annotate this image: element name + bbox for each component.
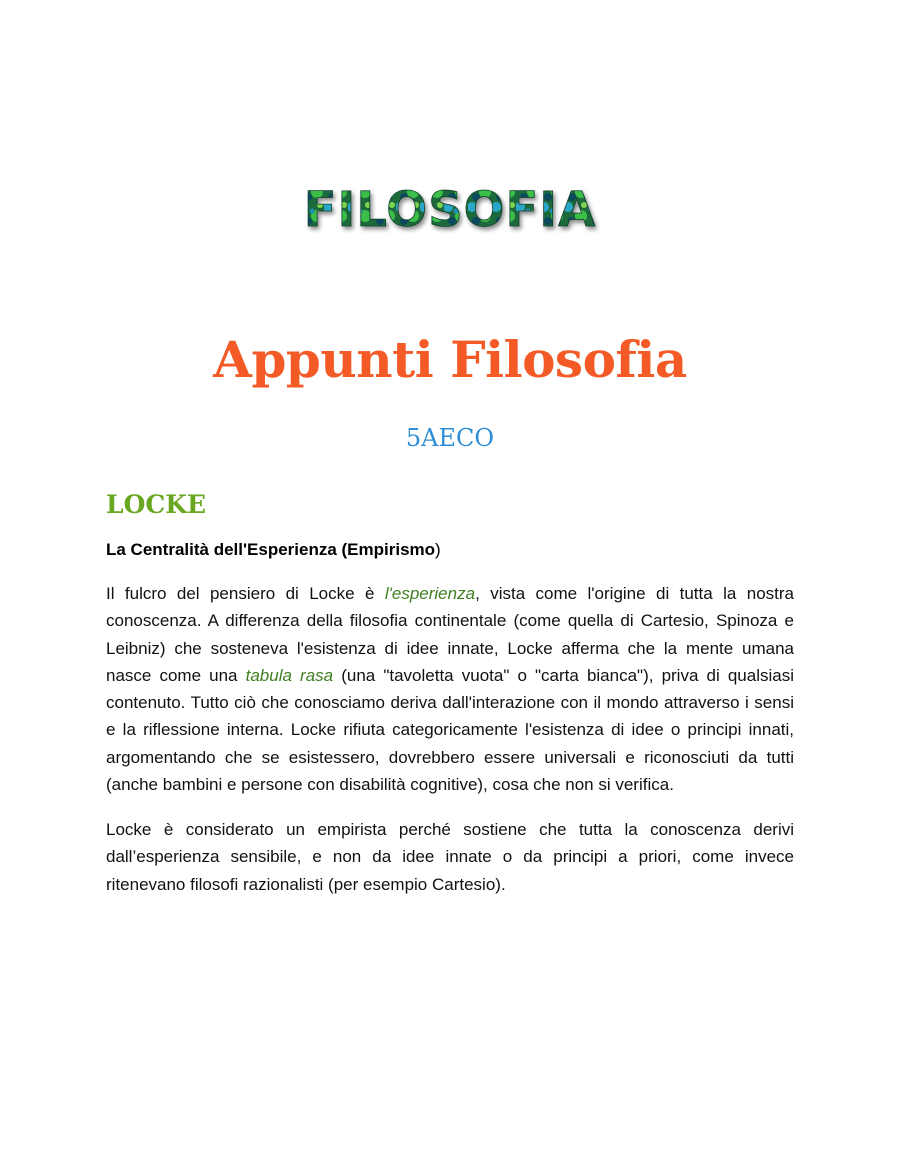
logo-text: FILOSOFIA (303, 182, 597, 238)
paragraph-1-part-1: Il fulcro del pensiero di Locke è (106, 584, 385, 603)
class-code: 5AECO (405, 424, 495, 452)
paragraph-1-part-2: , vista come l'origine di tutta la nostra conoscenza. A differenza della filosofia continentale (come quella di Cartesio, Spinoza e Leibniz) che sosteneva l'esistenza di idee innate, Locke afferma che la mente umana nasce come una (106, 584, 794, 685)
filosofia-logo-image (300, 178, 600, 240)
subheading-close-paren: ) (435, 540, 441, 559)
emphasis-esperienza: l'esperienza (384, 584, 476, 603)
page-title: Appunti Filosofia (213, 330, 687, 389)
paragraph-2: Locke è considerato un empirista perché sostiene che tutta la conoscenza derivi dall’esperienza sensibile, e non da idee innate o da principi a priori, come invece ritenevano filosofi razionalisti (per esempio Cartesio). (106, 820, 794, 894)
logo (0, 178, 900, 245)
section-heading: LOCKE (106, 490, 207, 519)
paragraph-1 (106, 580, 794, 798)
section-subheading (106, 540, 441, 560)
subheading-bold-text: La Centralità dell'Esperienza (Empirismo (106, 540, 436, 559)
emphasis-tabula-rasa: tabula rasa (245, 665, 334, 685)
paragraph-1-part-3: (una "tavoletta vuota" o "carta bianca"), priva di qualsiasi contenuto. Tutto ciò che conosciamo deriva dall'interazione con il mondo attraverso i sensi e la riflessione interna. Locke rifiuta categoricamente l'esistenza di idee o principi innati, argomentando che se esistessero, dovrebbero essere universali e riconosciuti da tutti (anche bambini e persone con disabilità cognitive), cosa che non si verifica. (106, 665, 794, 795)
